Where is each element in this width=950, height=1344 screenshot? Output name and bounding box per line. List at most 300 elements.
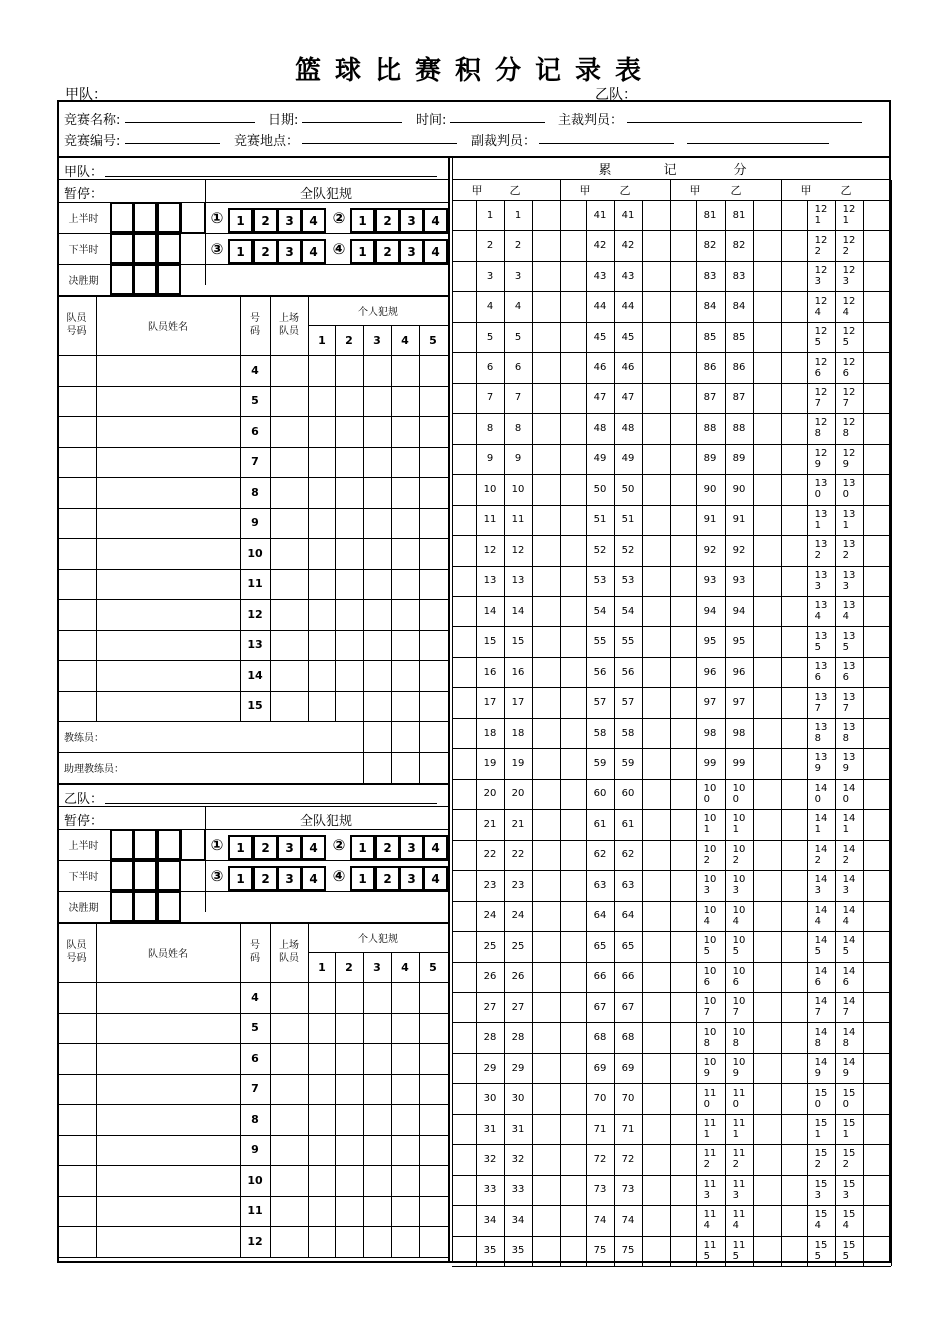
score-a: 12 1 — [814, 204, 828, 227]
rule-line — [363, 721, 364, 783]
row-line — [57, 783, 448, 785]
foul-num: 2 — [261, 840, 270, 855]
pf-num: 1 — [318, 960, 326, 974]
personal-fouls-header: 个人犯规 — [358, 306, 398, 318]
rule-line — [391, 952, 392, 1257]
rule-line — [363, 952, 364, 1257]
pf-num: 3 — [373, 333, 381, 347]
foul-num: 4 — [309, 213, 318, 228]
score-a: 46 — [593, 362, 607, 374]
score-a: 89 — [703, 453, 717, 465]
score-b: 12 9 — [842, 447, 856, 470]
score-b: 14 9 — [842, 1057, 856, 1080]
score-a: 94 — [703, 605, 717, 617]
score-b: 21 — [511, 818, 525, 830]
timeout-box[interactable] — [133, 264, 157, 295]
time-field — [450, 122, 545, 123]
score-a: 70 — [593, 1093, 607, 1105]
score-b: 10 7 — [732, 996, 746, 1019]
rule-line — [270, 295, 271, 721]
foul-mark-1-0: ③ — [210, 866, 224, 885]
score-b: 99 — [732, 757, 746, 769]
score-b: 15 3 — [842, 1178, 856, 1201]
player-no-header: 队员 号码 — [66, 940, 87, 964]
score-a: 86 — [703, 362, 717, 374]
score-a: 34 — [483, 1214, 497, 1226]
timeout-box[interactable] — [133, 891, 157, 922]
score-b: 28 — [511, 1032, 525, 1044]
score-a: 69 — [593, 1062, 607, 1074]
player-number: 11 — [247, 577, 263, 591]
score-b: 12 7 — [842, 386, 856, 409]
score-a: 59 — [593, 757, 607, 769]
timeout-label: 暂停： — [64, 814, 104, 829]
venue-label: 竞赛地点： — [234, 134, 300, 149]
score-a: 11 0 — [703, 1087, 717, 1110]
period-2-label: 决胜期 — [68, 903, 99, 914]
foul-num: 3 — [285, 213, 294, 228]
pf-num: 3 — [373, 960, 381, 974]
number-header: 号 码 — [250, 940, 260, 964]
rule-line — [863, 200, 864, 1266]
score-b: 56 — [621, 666, 635, 678]
score-a: 13 — [483, 575, 497, 587]
score-a: 91 — [703, 514, 717, 526]
match-name-label: 竞赛名称: — [64, 113, 121, 128]
score-b: 81 — [732, 209, 746, 221]
score-a: 11 — [483, 514, 497, 526]
score-b: 3 — [514, 270, 522, 282]
score-b: 14 5 — [842, 935, 856, 958]
score-b: 75 — [621, 1245, 635, 1257]
foul-num: 1 — [358, 213, 367, 228]
score-a: 27 — [483, 1001, 497, 1013]
score-a: 25 — [483, 940, 497, 952]
period-0-label: 上半时 — [68, 841, 99, 852]
team-a-top-label: 甲队： — [65, 87, 107, 103]
score-a: 35 — [483, 1245, 497, 1257]
foul-num: 3 — [407, 840, 416, 855]
score-b: 95 — [732, 636, 746, 648]
score-b: 73 — [621, 1184, 635, 1196]
score-a: 30 — [483, 1093, 497, 1105]
timeout-box[interactable] — [110, 233, 134, 264]
score-b: 14 2 — [842, 843, 856, 866]
timeout-box[interactable] — [110, 829, 134, 860]
umpire-field-2 — [687, 143, 829, 144]
row-line — [452, 1266, 891, 1267]
score-a: 11 3 — [703, 1178, 717, 1201]
score-a: 14 0 — [814, 782, 828, 805]
form-frame — [57, 100, 891, 1263]
score-a: 90 — [703, 483, 717, 495]
score-b: 14 7 — [842, 996, 856, 1019]
score-a: 5 — [486, 331, 494, 343]
score-head-b-1: 乙 — [619, 184, 631, 197]
player-number: 5 — [251, 1021, 259, 1035]
score-b: 33 — [511, 1184, 525, 1196]
score-a: 95 — [703, 636, 717, 648]
rule-line — [419, 952, 420, 1257]
player-number: 9 — [251, 516, 259, 530]
score-a: 12 2 — [814, 234, 828, 257]
score-b: 12 8 — [842, 417, 856, 440]
timeout-box[interactable] — [157, 202, 181, 233]
foul-mark-0-1: ② — [332, 835, 346, 854]
timeout-box[interactable] — [133, 202, 157, 233]
score-a: 48 — [593, 422, 607, 434]
player-name-header: 队员姓名 — [148, 321, 188, 333]
score-b: 74 — [621, 1214, 635, 1226]
score-a: 17 — [483, 697, 497, 709]
score-a: 14 — [483, 605, 497, 617]
score-a: 9 — [486, 453, 494, 465]
timeout-box[interactable] — [181, 202, 205, 233]
score-a: 13 4 — [814, 600, 828, 623]
rule-line — [270, 922, 271, 1257]
score-a: 71 — [593, 1123, 607, 1135]
score-a: 88 — [703, 422, 717, 434]
score-b: 98 — [732, 727, 746, 739]
score-a: 7 — [486, 392, 494, 404]
foul-num: 1 — [236, 213, 245, 228]
score-b: 11 — [511, 514, 525, 526]
score-a: 14 5 — [814, 935, 828, 958]
team-b-top-label: 乙队： — [595, 87, 637, 103]
score-b: 10 8 — [732, 1026, 746, 1049]
score-a: 45 — [593, 331, 607, 343]
score-b: 15 0 — [842, 1087, 856, 1110]
score-b: 66 — [621, 971, 635, 983]
score-a: 14 8 — [814, 1026, 828, 1049]
score-b: 14 3 — [842, 874, 856, 897]
rule-line — [560, 180, 561, 1266]
score-b: 68 — [621, 1032, 635, 1044]
score-b: 84 — [732, 301, 746, 313]
running-score-char-2: 分 — [733, 162, 747, 178]
match-no-label: 竞赛编号: — [64, 134, 121, 149]
score-b: 25 — [511, 940, 525, 952]
score-b: 45 — [621, 331, 635, 343]
score-a: 12 5 — [814, 326, 828, 349]
foul-num: 2 — [383, 871, 392, 886]
score-b: 64 — [621, 910, 635, 922]
score-b: 27 — [511, 1001, 525, 1013]
score-b: 10 9 — [732, 1057, 746, 1080]
pf-num: 1 — [318, 333, 326, 347]
player-number: 10 — [247, 1173, 263, 1187]
coach-label: 教练员： — [64, 733, 104, 744]
score-b: 15 5 — [842, 1239, 856, 1262]
score-a: 56 — [593, 666, 607, 678]
score-a: 12 7 — [814, 386, 828, 409]
score-a: 10 5 — [703, 935, 717, 958]
score-b: 11 3 — [732, 1178, 746, 1201]
rule-line — [240, 295, 241, 721]
foul-num: 3 — [407, 244, 416, 259]
score-b: 17 — [511, 697, 525, 709]
foul-num: 4 — [431, 213, 440, 228]
timeout-box[interactable] — [157, 860, 181, 891]
score-a: 10 7 — [703, 996, 717, 1019]
score-a: 11 1 — [703, 1118, 717, 1141]
score-a: 52 — [593, 544, 607, 556]
score-a: 47 — [593, 392, 607, 404]
score-b: 5 — [514, 331, 522, 343]
score-b: 12 1 — [842, 204, 856, 227]
score-a: 21 — [483, 818, 497, 830]
score-b: 54 — [621, 605, 635, 617]
player-number: 13 — [247, 638, 263, 652]
score-b: 15 4 — [842, 1209, 856, 1232]
score-b: 30 — [511, 1093, 525, 1105]
score-b: 60 — [621, 788, 635, 800]
on-court-header: 上场 队员 — [279, 313, 299, 337]
foul-num: 2 — [261, 213, 270, 228]
score-b: 57 — [621, 697, 635, 709]
score-head-a-3: 甲 — [800, 184, 812, 197]
score-b: 13 — [511, 575, 525, 587]
match-name-field — [125, 122, 255, 123]
score-a: 11 4 — [703, 1209, 717, 1232]
timeout-box[interactable] — [133, 233, 157, 264]
score-a: 98 — [703, 727, 717, 739]
score-b: 10 6 — [732, 965, 746, 988]
score-a: 10 8 — [703, 1026, 717, 1049]
player-number: 5 — [251, 394, 259, 408]
score-b: 15 1 — [842, 1118, 856, 1141]
score-a: 62 — [593, 849, 607, 861]
score-a: 14 9 — [814, 1057, 828, 1080]
timeout-box[interactable] — [110, 860, 134, 891]
score-b: 12 6 — [842, 356, 856, 379]
score-b: 69 — [621, 1062, 635, 1074]
player-no-header: 队员 号码 — [66, 313, 87, 337]
personal-fouls-header: 个人犯规 — [358, 933, 398, 945]
score-a: 14 4 — [814, 904, 828, 927]
score-a: 41 — [593, 209, 607, 221]
score-b: 71 — [621, 1123, 635, 1135]
score-a: 84 — [703, 301, 717, 313]
score-a: 61 — [593, 818, 607, 830]
rule-line — [670, 180, 671, 1266]
score-b: 11 0 — [732, 1087, 746, 1110]
rule-line — [753, 200, 754, 1266]
score-b: 13 4 — [842, 600, 856, 623]
score-a: 55 — [593, 636, 607, 648]
score-a: 50 — [593, 483, 607, 495]
score-b: 2 — [514, 240, 522, 252]
score-a: 13 0 — [814, 478, 828, 501]
score-head-b-3: 乙 — [840, 184, 852, 197]
player-name-header: 队员姓名 — [148, 948, 188, 960]
score-a: 23 — [483, 879, 497, 891]
score-a: 2 — [486, 240, 494, 252]
row-line — [57, 806, 448, 807]
score-b: 85 — [732, 331, 746, 343]
score-b: 20 — [511, 788, 525, 800]
timeout-box[interactable] — [110, 202, 134, 233]
player-number: 15 — [247, 699, 263, 713]
foul-mark-0-0: ① — [210, 835, 224, 854]
score-a: 13 1 — [814, 508, 828, 531]
score-a: 10 0 — [703, 782, 717, 805]
score-b: 22 — [511, 849, 525, 861]
score-a: 13 7 — [814, 691, 828, 714]
team-b-label: 乙队： — [64, 792, 104, 807]
rule-line — [240, 922, 241, 1257]
score-a: 72 — [593, 1153, 607, 1165]
center-divider — [448, 156, 450, 1263]
rule-line — [391, 325, 392, 721]
score-a: 75 — [593, 1245, 607, 1257]
score-b: 93 — [732, 575, 746, 587]
score-b: 72 — [621, 1153, 635, 1165]
score-b: 32 — [511, 1153, 525, 1165]
score-a: 16 — [483, 666, 497, 678]
score-b: 13 2 — [842, 539, 856, 562]
foul-num: 1 — [358, 840, 367, 855]
score-a: 14 6 — [814, 965, 828, 988]
match-no-field — [125, 143, 220, 144]
pf-num: 4 — [401, 960, 409, 974]
timeout-box[interactable] — [157, 233, 181, 264]
score-b: 53 — [621, 575, 635, 587]
score-a: 14 2 — [814, 843, 828, 866]
rule-line — [419, 721, 420, 783]
score-b: 26 — [511, 971, 525, 983]
player-number: 7 — [251, 1082, 259, 1096]
pf-num: 2 — [345, 960, 353, 974]
rule-line — [891, 180, 892, 1266]
timeout-box[interactable] — [110, 264, 134, 295]
score-a: 10 1 — [703, 813, 717, 836]
score-a: 6 — [486, 362, 494, 374]
score-a: 33 — [483, 1184, 497, 1196]
timeout-box[interactable] — [110, 891, 134, 922]
timeout-box[interactable] — [157, 264, 181, 295]
timeout-box[interactable] — [181, 829, 205, 860]
score-b: 12 2 — [842, 234, 856, 257]
timeout-box[interactable] — [133, 860, 157, 891]
score-b: 96 — [732, 666, 746, 678]
foul-num: 1 — [236, 871, 245, 886]
score-a: 20 — [483, 788, 497, 800]
score-a: 42 — [593, 240, 607, 252]
score-head-a-0: 甲 — [471, 184, 483, 197]
score-b: 18 — [511, 727, 525, 739]
foul-num: 3 — [407, 871, 416, 886]
score-b: 63 — [621, 879, 635, 891]
score-b: 12 5 — [842, 326, 856, 349]
score-b: 70 — [621, 1093, 635, 1105]
period-1-label: 下半时 — [68, 872, 99, 883]
period-1-label: 下半时 — [68, 245, 99, 256]
score-b: 13 8 — [842, 722, 856, 745]
score-b: 11 2 — [732, 1148, 746, 1171]
score-b: 6 — [514, 362, 522, 374]
rule-line — [335, 952, 336, 1257]
score-a: 96 — [703, 666, 717, 678]
foul-num: 2 — [383, 840, 392, 855]
score-b: 10 2 — [732, 843, 746, 866]
player-number: 12 — [247, 1234, 263, 1248]
score-a: 65 — [593, 940, 607, 952]
score-a: 82 — [703, 240, 717, 252]
score-b: 29 — [511, 1062, 525, 1074]
foul-mark-1-1: ④ — [332, 239, 346, 258]
team-a-label: 甲队： — [64, 165, 104, 180]
player-number: 4 — [251, 363, 259, 377]
score-a: 97 — [703, 697, 717, 709]
score-head-b-2: 乙 — [730, 184, 742, 197]
score-b: 31 — [511, 1123, 525, 1135]
time-label: 时间: — [416, 113, 447, 128]
score-b: 50 — [621, 483, 635, 495]
assistant-coach-label: 助理教练员： — [64, 764, 124, 775]
referee-field — [627, 122, 862, 123]
rule-line — [532, 200, 533, 1266]
player-number: 11 — [247, 1204, 263, 1218]
timeout-box[interactable] — [157, 891, 181, 922]
score-a: 18 — [483, 727, 497, 739]
rule-line — [391, 721, 392, 783]
team-fouls-label: 全队犯规 — [300, 814, 353, 829]
score-a: 53 — [593, 575, 607, 587]
foul-num: 1 — [236, 244, 245, 259]
player-number: 8 — [251, 1112, 259, 1126]
score-b: 83 — [732, 270, 746, 282]
foul-num: 3 — [407, 213, 416, 228]
number-header: 号 码 — [250, 313, 260, 337]
referee-label: 主裁判员： — [558, 113, 624, 128]
score-a: 4 — [486, 301, 494, 313]
score-head-b-0: 乙 — [509, 184, 521, 197]
player-number: 14 — [247, 668, 263, 682]
score-a: 15 1 — [814, 1118, 828, 1141]
score-a: 13 9 — [814, 752, 828, 775]
team-b-name-field — [105, 803, 437, 804]
foul-num: 3 — [285, 840, 294, 855]
score-a: 26 — [483, 971, 497, 983]
score-a: 15 3 — [814, 1178, 828, 1201]
score-a: 12 3 — [814, 265, 828, 288]
foul-num: 4 — [431, 840, 440, 855]
score-b: 91 — [732, 514, 746, 526]
score-b: 48 — [621, 422, 635, 434]
score-a: 29 — [483, 1062, 497, 1074]
score-b: 92 — [732, 544, 746, 556]
player-number: 8 — [251, 485, 259, 499]
timeout-box[interactable] — [157, 829, 181, 860]
score-a: 13 2 — [814, 539, 828, 562]
score-b: 41 — [621, 209, 635, 221]
score-a: 12 8 — [814, 417, 828, 440]
on-court-header: 上场 队员 — [279, 940, 299, 964]
score-a: 83 — [703, 270, 717, 282]
score-a: 1 — [486, 209, 494, 221]
running-score-char-1: 记 — [663, 162, 677, 178]
foul-num: 2 — [383, 213, 392, 228]
score-a: 10 4 — [703, 904, 717, 927]
venue-field — [302, 143, 457, 144]
pf-num: 2 — [345, 333, 353, 347]
timeout-box[interactable] — [133, 829, 157, 860]
score-b: 14 0 — [842, 782, 856, 805]
pf-num: 4 — [401, 333, 409, 347]
score-b: 90 — [732, 483, 746, 495]
score-b: 10 3 — [732, 874, 746, 897]
